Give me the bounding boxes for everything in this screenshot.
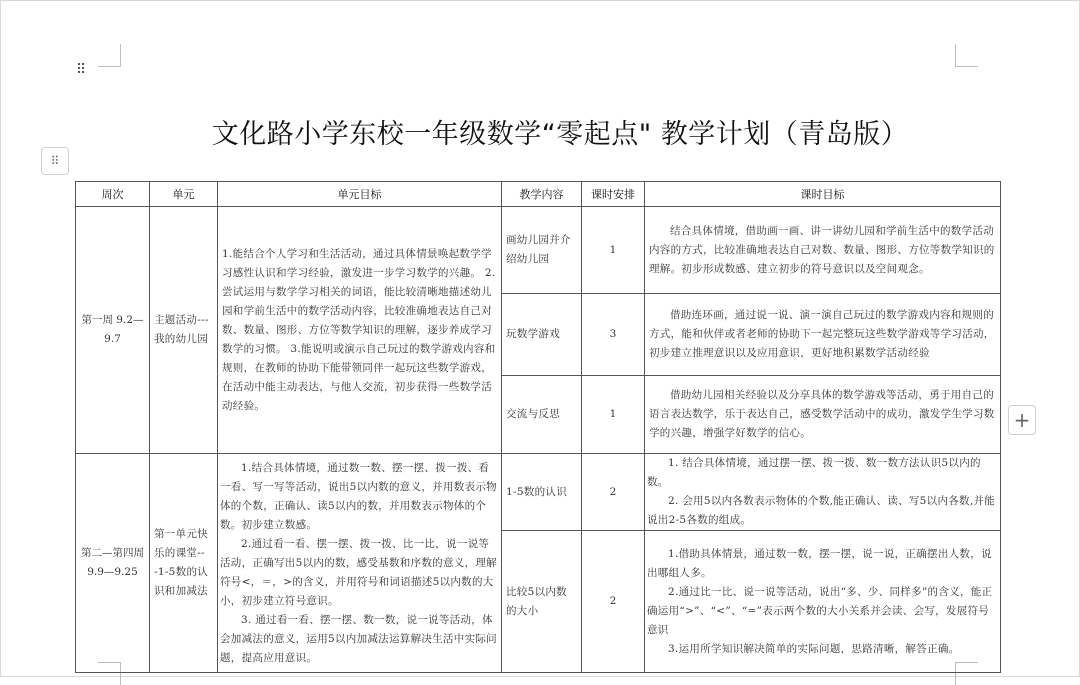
unit-cell: 主题活动---我的幼儿园	[150, 207, 218, 454]
margin-corner-top-left	[98, 44, 121, 67]
header-unit-goal: 单元目标	[218, 182, 502, 207]
table-row	[76, 207, 1001, 294]
lesson-content-cell: 交流与反思	[502, 376, 582, 454]
table-header-row	[76, 182, 1001, 207]
page-title: 文化路小学东校一年级数学“零起点" 教学计划（青岛版）	[211, 119, 909, 150]
lesson-goal-part: 2. 会用5以内各数表示物体的个数,能正确认、读、写5以内各数,并能说出2-5各数的组成。	[647, 495, 996, 526]
lesson-goal-part: 3.运用所学知识解决简单的实际问题，思路清晰，解答正确。	[668, 642, 960, 655]
unit-goal-part: 3. 通过看一看、摆一摆、数一数，说一说等活动，体会加减法的意义，运用5以内加减法运算解决生活中实际问题，提高应用意识。	[220, 613, 497, 664]
add-block-button[interactable]: +	[1008, 405, 1036, 435]
lesson-goal-cell: 借助连环画，通过说一说、演一演自己玩过的数学游戏内容和规则的方式，能和伙伴或者老师的协助下一起完整玩这些数学游戏等学习活动，初步建立推理意识以及应用意识，更好地积累数学活动经验	[645, 294, 1001, 376]
lesson-hours-cell: 3	[582, 294, 645, 376]
lesson-goal-part: 1.借助具体情景，通过数一数，摆一摆，说一说，正确摆出人数，说出哪组人多。	[647, 547, 992, 579]
table-row	[76, 454, 1001, 531]
week-cell: 第一周 9.2—9.7	[76, 207, 150, 454]
lesson-goal-cell	[645, 454, 1001, 531]
margin-corner-top-right	[955, 44, 978, 67]
lesson-hours-cell: 2	[582, 531, 645, 673]
unit-goal-cell	[218, 454, 502, 673]
unit-goal-part: 2.通过看一看、摆一摆、拨一拨、比一比，说一说等活动，正确写出5以内的数，感受基数和序数的意义，理解符号<，＝，>的含义，并用符号和词语描述5以内数的大小，初步建立符号意识。	[220, 537, 497, 607]
lesson-goal-part: 1. 结合具体情境，通过摆一摆、拨一拨、数一数方法认识5以内的数。	[647, 457, 981, 488]
header-lesson-goal: 课时目标	[645, 182, 1001, 207]
block-drag-dots-icon[interactable]: ⠿	[76, 62, 89, 78]
lesson-goal-cell	[645, 531, 1001, 673]
lesson-content-cell: 画幼儿园并介绍幼儿园	[502, 207, 582, 294]
lesson-goal-part: 2.通过比一比、说一说等活动，说出“多、少、同样多”的含义，能正确运用“>”、“<”、“=”表示两个数的大小关系并会读、会写，发展符号意识	[647, 585, 993, 636]
lesson-hours-cell: 2	[582, 454, 645, 531]
header-hours: 课时安排	[582, 182, 645, 207]
header-week: 周次	[76, 182, 150, 207]
lesson-content-cell: 1-5数的认识	[502, 454, 582, 531]
lesson-hours-cell: 1	[582, 376, 645, 454]
lesson-hours-cell: 1	[582, 207, 645, 294]
header-content: 教学内容	[502, 182, 582, 207]
lesson-content-cell: 玩数学游戏	[502, 294, 582, 376]
unit-goal-part: 1.结合具体情境，通过数一数、摆一摆、拨一拨、看一看、写一写等活动，说出5以内数的意义，并用数表示物体的个数，正确认、读5以内的数，并用数表示物体的个数。初步建立数感。	[220, 461, 497, 531]
lesson-goal-cell: 结合具体情境，借助画一画、讲一讲幼儿园和学前生活中的数学活动内容的方式，比较准确地表达自己对数、数量、图形、方位等数学知识的理解。初步形成数感、建立初步的符号意识以及空间观念。	[645, 207, 1001, 294]
drag-handle-icon[interactable]: ⠿	[41, 147, 69, 175]
week-cell: 第二—第四周 9.9—9.25	[76, 454, 150, 673]
lesson-goal-cell: 借助幼儿园相关经验以及分享具体的数学游戏等活动，勇于用自己的语言表达数学，乐于表达自己，感受数学活动中的成功，激发学生学习数学的兴趣，增强学好数学的信心。	[645, 376, 1001, 454]
unit-cell: 第一单元快乐的课堂---1-5数的认识和加减法	[150, 454, 218, 673]
header-unit: 单元	[150, 182, 218, 207]
teaching-plan-table	[75, 181, 1001, 673]
unit-goal-cell: 1.能结合个人学习和生活活动，通过具体情景唤起数学学习感性认识和学习经验，激发进一步学习数学的兴趣。 2.尝试运用与数学学习相关的词语，能比较清晰地描述幼儿园和学前生活中的数学活动内容，比较准确地表达自己对数、数量、图形、方位等数学知识的理解，逐步养成学习数学的习惯。 3.能说明或演示自己玩过的数学游戏内容和规则，在教师的协助下能带领同伴一起玩这些数学游戏，在活动中能主动表达，与他人交流，初步获得一些数学活动经验。	[218, 207, 502, 454]
lesson-content-cell: 比较5以内数的大小	[502, 531, 582, 673]
